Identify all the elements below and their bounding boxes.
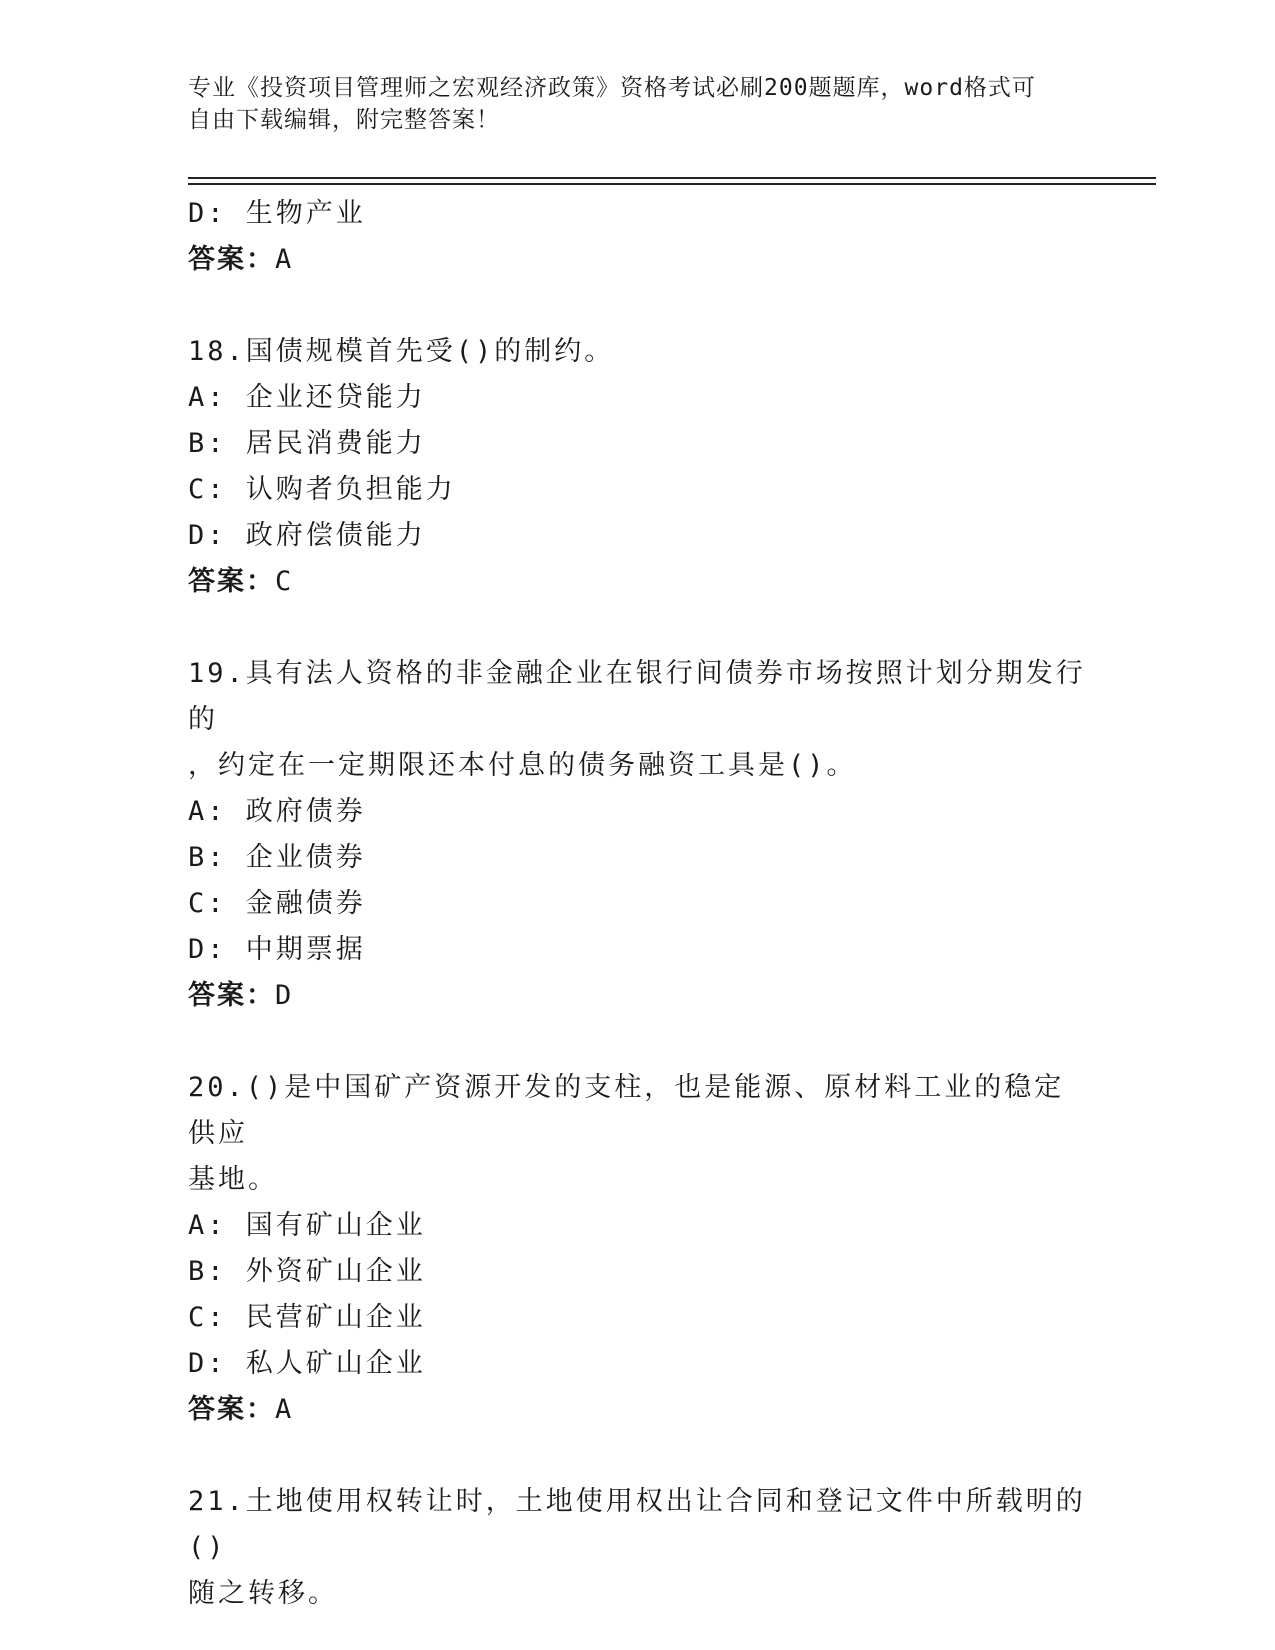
question-text-line-1: 21.土地使用权转让时，土地使用权出让合同和登记文件中所载明的() — [188, 1486, 1086, 1563]
answer-label: 答案： — [188, 980, 275, 1011]
option-b: B: 外资矿山企业 — [188, 1256, 426, 1287]
question-21 — [188, 1479, 1088, 1617]
option-c: C: 认购者负担能力 — [188, 474, 456, 505]
option-b: B: 企业债券 — [188, 842, 366, 873]
answer-line — [188, 237, 1088, 283]
option-d: D: 生物产业 — [188, 198, 366, 229]
question-text-line-1: 20.()是中国矿产资源开发的支柱，也是能源、原材料工业的稳定供应 — [188, 1072, 1065, 1149]
option-c: C: 金融债券 — [188, 888, 366, 919]
question-20 — [188, 1065, 1088, 1433]
answer-value: A — [275, 1394, 294, 1425]
answer-value: D — [275, 980, 294, 1011]
answer-line — [188, 973, 1088, 1019]
option-d: D: 私人矿山企业 — [188, 1348, 426, 1379]
question-text: 18.国债规模首先受()的制约。 — [188, 336, 615, 367]
option-a: A: 企业还贷能力 — [188, 382, 426, 413]
question-list — [188, 191, 1088, 1617]
document-header — [188, 72, 1068, 136]
answer-label: 答案： — [188, 244, 275, 275]
question-18 — [188, 329, 1088, 605]
option-c: C: 民营矿山企业 — [188, 1302, 426, 1333]
question-text-line-1: 19.具有法人资格的非金融企业在银行间债券市场按照计划分期发行的 — [188, 658, 1086, 735]
answer-value: C — [275, 566, 294, 597]
option-d: D: 政府偿债能力 — [188, 520, 426, 551]
header-rule-top — [188, 177, 1156, 179]
header-line-2: 自由下载编辑，附完整答案！ — [188, 107, 500, 133]
question-text-line-2: ，约定在一定期限还本付息的债务融资工具是()。 — [188, 750, 857, 781]
question-text-line-2: 随之转移。 — [188, 1578, 338, 1609]
header-rule-bottom — [188, 183, 1156, 185]
answer-line — [188, 1387, 1088, 1433]
option-a: A: 国有矿山企业 — [188, 1210, 426, 1241]
question-19 — [188, 651, 1088, 1019]
header-line-1: 专业《投资项目管理师之宏观经济政策》资格考试必刷200题题库，word格式可 — [188, 75, 1036, 101]
answer-label: 答案： — [188, 566, 275, 597]
option-a: A: 政府债券 — [188, 796, 366, 827]
option-b: B: 居民消费能力 — [188, 428, 426, 459]
answer-label: 答案： — [188, 1394, 275, 1425]
answer-value: A — [275, 244, 294, 275]
question-text-line-2: 基地。 — [188, 1164, 278, 1195]
answer-line — [188, 559, 1088, 605]
option-d: D: 中期票据 — [188, 934, 366, 965]
